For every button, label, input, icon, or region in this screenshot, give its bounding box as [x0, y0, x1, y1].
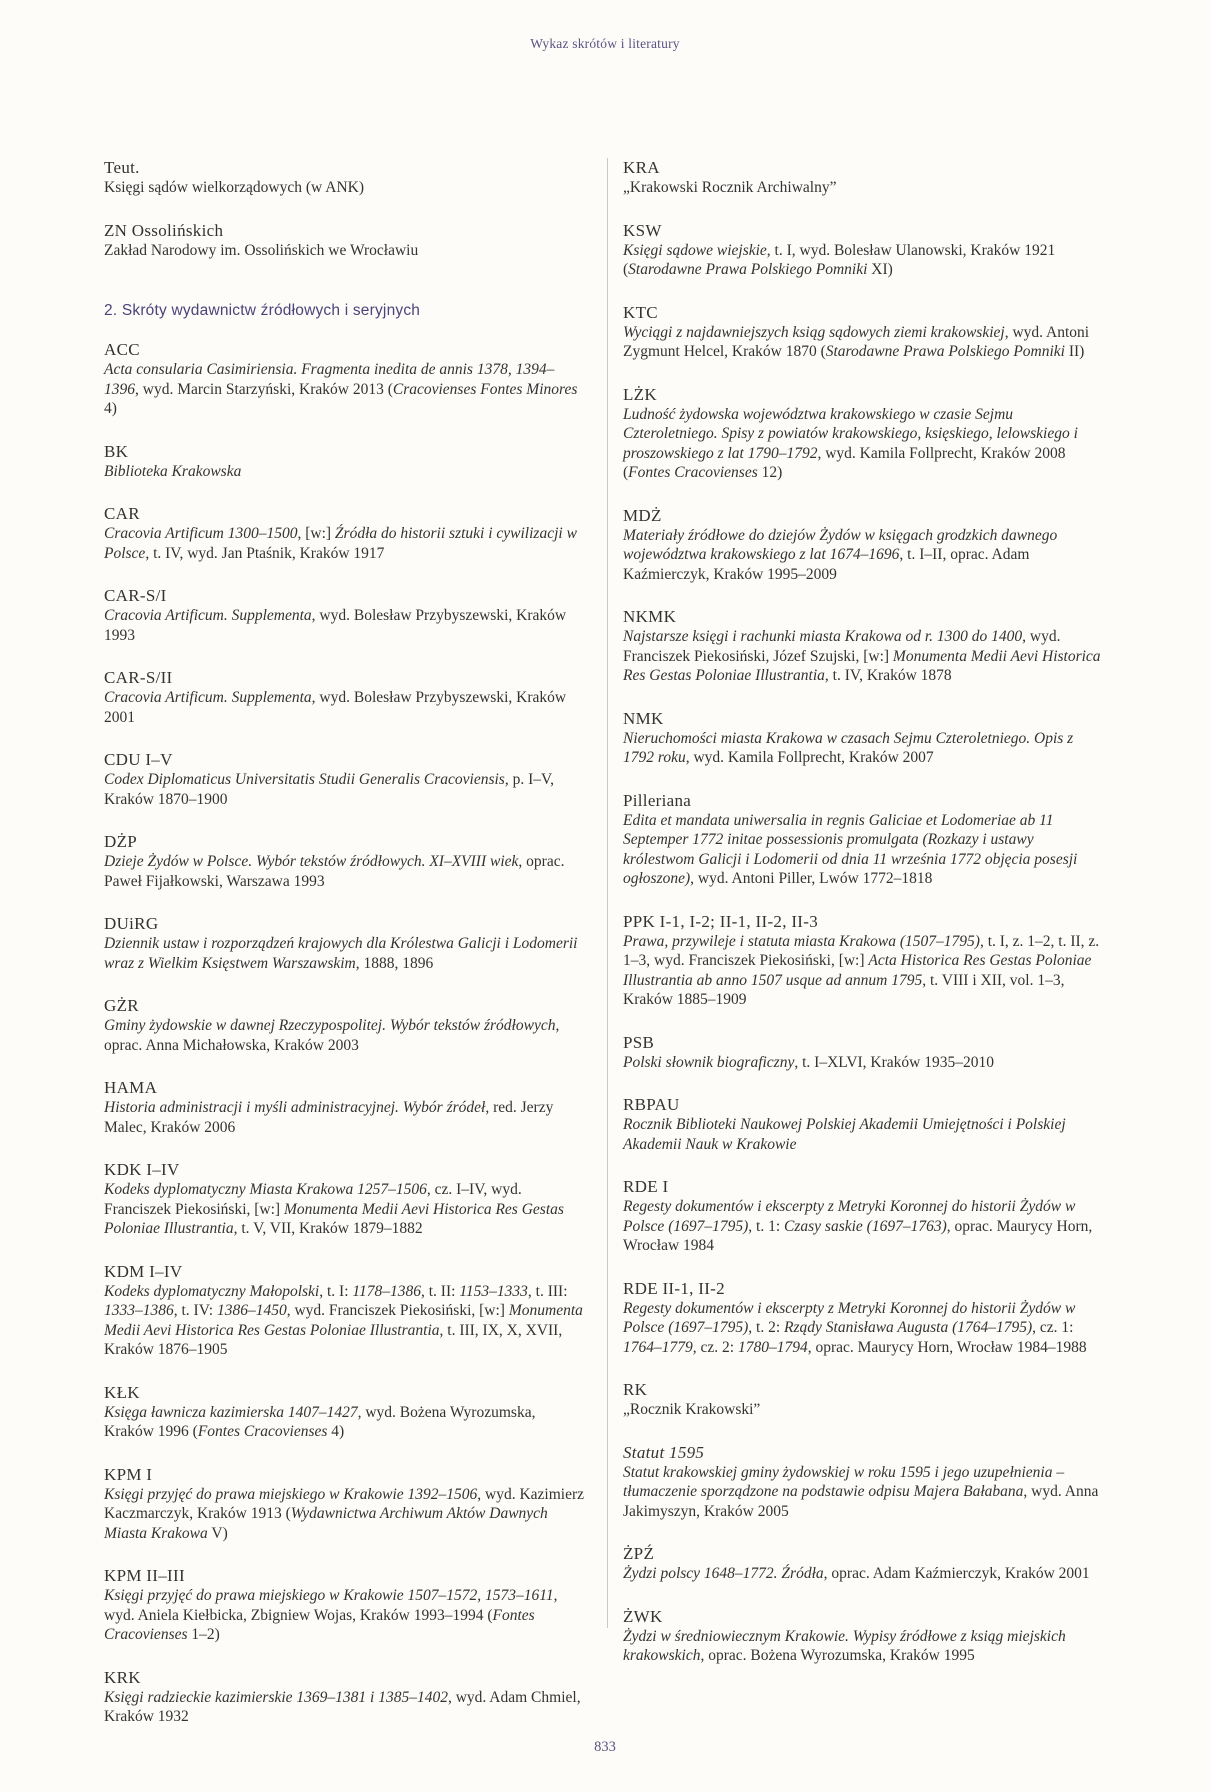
entry-description: Księgi sądów wielkorządowych (w ANK) [104, 179, 364, 196]
entry-description: Kodeks dyplomatyczny Małopolski, t. I: 1178–1386, t. II: 1153–1333, t. III: 1333–1386, t. IV: 1386–1450, wyd. Franciszek Piekosiński, [w:] Monumenta Medii Aevi Historica Res Gestas Poloniae Illustrantia, t. III, IX, X, XVII, Kraków 1876–1905 [104, 1282, 583, 1358]
entry-abbreviation: GŻR [104, 996, 139, 1015]
entry-abbreviation: NMK [623, 708, 664, 728]
bibliography-entry [104, 586, 584, 645]
right-column [623, 158, 1103, 1689]
entry-description: Cracovia Artificum. Supplementa, wyd. Bolesław Przybyszewski, Kraków 2001 [104, 689, 567, 726]
entry-abbreviation: ŻPŹ [623, 1544, 655, 1563]
entry-description: Cracovia Artificum. Supplementa, wyd. Bolesław Przybyszewski, Kraków 1993 [104, 607, 567, 644]
entry-description: Kodeks dyplomatyczny Miasta Krakowa 1257–1506, cz. I–IV, wyd. Franciszek Piekosiński, [w:] Monumenta Medii Aevi Historica Res Gestas Poloniae Illustrantia, t. V, VII, Kraków 1879–1882 [104, 1181, 564, 1237]
entry-abbreviation: KSW [623, 220, 662, 240]
entry-description: „Krakowski Rocznik Archiwalny” [623, 179, 837, 196]
entry-abbreviation: ŻWK [623, 1606, 663, 1626]
entry-description: Historia administracji i myśli administracyjnej. Wybór źródeł, red. Jerzy Malec, Kraków 2006 [104, 1099, 554, 1136]
entry-description: Codex Diplomaticus Universitatis Studii Generalis Cracoviensis, p. I–V, Kraków 1870–1900 [104, 771, 555, 808]
entry-description: Regesty dokumentów i ekscerpty z Metryki Koronnej do historii Żydów w Polsce (1697–1795), t. 2: Rządy Stanisława Augusta (1764–1795), cz. 1: 1764–1779, cz. 2: 1780–1794, oprac. Maurycy Horn, Wrocław 1984–1988 [623, 1299, 1087, 1356]
entry-abbreviation: KTC [623, 302, 658, 322]
entry-abbreviation: KRA [623, 158, 660, 177]
entry-abbreviation: KŁK [104, 1382, 140, 1402]
entry-abbreviation: MDŻ [623, 505, 662, 525]
running-header: Wykaz skrótów i literatury [530, 36, 680, 51]
bibliography-entry [623, 221, 1103, 280]
section-title: 2. Skróty wydawnictw źródłowych i seryjnych [104, 302, 421, 319]
entry-description: Księgi przyjęć do prawa miejskiego w Krakowie 1392–1506, wyd. Kazimierz Kaczmarczyk, Kraków 1913 (Wydawnictwa Archiwum Aktów Dawnych Miasta Krakowa V) [104, 1485, 585, 1542]
entry-description: Prawa, przywileje i statuta miasta Krakowa (1507–1795), t. I, z. 1–2, t. II, z. 1–3, wyd. Franciszek Piekosiński, [w:] Acta Historica Res Gestas Poloniae Illustrantia ab anno 1507 usque ad annum 1795, t. VIII i XII, vol. 1–3, Kraków 1885–1909 [623, 932, 1100, 1008]
entry-description: Księgi przyjęć do prawa miejskiego w Krakowie 1507–1572, 1573–1611, wyd. Aniela Kiełbicka, Zbigniew Wojas, Kraków 1993–1994 (Fontes Cracovienses 1–2) [104, 1587, 558, 1643]
entry-description: Najstarsze księgi i rachunki miasta Krakowa od r. 1300 do 1400, wyd. Franciszek Piekosiński, Józef Szujski, [w:] Monumenta Medii Aevi Historica Res Gestas Poloniae Illustrantia, t. IV, Kraków 1878 [623, 628, 1101, 684]
entry-description: Rocznik Biblioteki Naukowej Polskiej Akademii Umiejętności i Polskiej Akademii Nauk w Krakowie [623, 1116, 1066, 1153]
entry-abbreviation: RDE I [623, 1177, 669, 1196]
bibliography-entry [623, 709, 1103, 768]
bibliography-entry [104, 442, 584, 482]
bibliography-entry [623, 1279, 1103, 1358]
entry-abbreviation: Teut. [104, 158, 140, 177]
bibliography-entry [104, 832, 584, 891]
bibliography-entry [623, 506, 1103, 585]
left-entry-list [104, 340, 584, 1727]
entry-abbreviation: KRK [104, 1667, 141, 1687]
entry-description: „Rocznik Krakowski” [623, 1401, 761, 1418]
entry-description: Biblioteka Krakowska [104, 462, 242, 480]
entry-abbreviation: KPM I [104, 1464, 153, 1484]
bibliography-entry [104, 504, 584, 563]
entry-abbreviation: DUiRG [104, 914, 159, 933]
entry-description: Wyciągi z najdawniejszych ksiąg sądowych ziemi krakowskiej, wyd. Antoni Zygmunt Helcel, Kraków 1870 (Starodawne Prawa Polskiego Pomniki II) [623, 323, 1090, 360]
bibliography-entry [623, 1443, 1103, 1522]
bibliography-entry [623, 791, 1103, 889]
entry-abbreviation: Pilleriana [623, 790, 692, 810]
bibliography-entry [623, 385, 1103, 483]
entry-abbreviation: CAR-S/II [104, 668, 173, 687]
left-column [104, 158, 584, 1750]
bibliography-entry [623, 303, 1103, 362]
entry-description: Polski słownik biograficzny, t. I–XLVI, Kraków 1935–2010 [623, 1053, 994, 1071]
entry-abbreviation: KDM I–IV [104, 1261, 183, 1281]
bibliography-entry [104, 1668, 584, 1727]
entry-description: Żydzi polscy 1648–1772. Źródła, oprac. Adam Kaźmierczyk, Kraków 2001 [623, 1565, 1090, 1582]
entry-abbreviation: KDK I–IV [104, 1160, 180, 1179]
entry-abbreviation: ZN Ossolińskich [104, 220, 224, 240]
entry-abbreviation: HAMA [104, 1078, 158, 1097]
entry-description: Acta consularia Casimiriensia. Fragmenta inedita de annis 1378, 1394–1396, wyd. Marcin Starzyński, Kraków 2013 (Cracovienses Fontes Minores 4) [104, 361, 578, 417]
entry-abbreviation: CAR-S/I [104, 586, 167, 605]
entry-description: Statut krakowskiej gminy żydowskiej w roku 1595 i jego uzupełnienia – tłumaczenie sporządzone na podstawie odpisu Majera Bałabana, wyd. Anna Jakimyszyn, Kraków 2005 [623, 1463, 1099, 1520]
bibliography-entry [104, 1160, 584, 1239]
entry-abbreviation: KPM II–III [104, 1566, 185, 1585]
bibliography-entry [623, 607, 1103, 686]
entry-description: Regesty dokumentów i ekscerpty z Metryki Koronnej do historii Żydów w Polsce (1697–1795), t. 1: Czasy saskie (1697–1763), oprac. Maurycy Horn, Wrocław 1984 [623, 1198, 1093, 1254]
bibliography-entry [104, 340, 584, 419]
bibliography-entry [104, 1465, 584, 1544]
entry-abbreviation: BK [104, 441, 129, 461]
entry-abbreviation: RBPAU [623, 1095, 680, 1114]
entry-abbreviation: NKMK [623, 607, 677, 626]
bibliography-entry [623, 1380, 1103, 1420]
bibliography-entry [623, 1095, 1103, 1154]
bibliography-entry [623, 1607, 1103, 1666]
bibliography-entry [104, 221, 584, 261]
bibliography-entry [623, 1033, 1103, 1073]
entry-description: Księgi sądowe wiejskie, t. I, wyd. Bolesław Ulanowski, Kraków 1921 (Starodawne Prawa Polskiego Pomniki XI) [623, 241, 1056, 278]
entry-abbreviation: PSB [623, 1032, 655, 1052]
entry-description: Materiały źródłowe do dziejów Żydów w księgach grodzkich dawnego województwa krakowskiego z lat 1674–1696, t. I–II, oprac. Adam Kaźmierczyk, Kraków 1995–2009 [623, 526, 1058, 583]
bibliography-entry [104, 914, 584, 973]
bibliography-entry [104, 1383, 584, 1442]
entry-description: Ludność żydowska województwa krakowskiego w czasie Sejmu Czteroletniego. Spisy z powiatów krakowskiego, księskiego, lelowskiego i proszowskiego z lat 1790–1792, wyd. Kamila Follprecht, Kraków 2008 (Fontes Cracovienses 12) [623, 405, 1078, 481]
right-entry-list [623, 158, 1103, 1666]
bibliography-entry [104, 158, 584, 198]
entry-description: Żydzi w średniowiecznym Krakowie. Wypisy źródłowe z ksiąg miejskich krakowskich, oprac. Bożena Wyrozumska, Kraków 1995 [623, 1627, 1066, 1664]
entry-description: Dzieje Żydów w Polsce. Wybór tekstów źródłowych. XI–XVIII wiek, oprac. Paweł Fijałkowski, Warszawa 1993 [104, 853, 565, 890]
entry-description: Cracovia Artificum 1300–1500, [w:] Źródła do historii sztuki i cywilizacji w Polsce, t. IV, wyd. Jan Ptaśnik, Kraków 1917 [104, 525, 577, 562]
entry-description: Gminy żydowskie w dawnej Rzeczypospolitej. Wybór tekstów źródłowych, oprac. Anna Michałowska, Kraków 2003 [104, 1017, 560, 1054]
entry-abbreviation: Statut 1595 [623, 1442, 705, 1462]
entry-abbreviation: DŻP [104, 832, 138, 851]
entry-description: Dziennik ustaw i rozporządzeń krajowych dla Królestwa Galicji i Lodomerii wraz z Wielkim Księstwem Warszawskim, 1888, 1896 [104, 935, 578, 972]
entry-description: Nieruchomości miasta Krakowa w czasach Sejmu Czteroletniego. Opis z 1792 roku, wyd. Kamila Follprecht, Kraków 2007 [623, 729, 1074, 766]
bibliography-entry [104, 750, 584, 809]
entry-abbreviation: CDU I–V [104, 750, 173, 769]
bibliography-entry [104, 668, 584, 727]
entry-description: Księgi radzieckie kazimierskie 1369–1381 i 1385–1402, wyd. Adam Chmiel, Kraków 1932 [104, 1688, 581, 1725]
entry-description: Edita et mandata uniwersalia in regnis Galiciae et Lodomeriae ab 11 Septemper 1772 initae possessionis promulgata (Rozkazy i ustawy królestwom Galicji i Lodomerii od dnia 11 września 1772 objęcia posesji ogłoszone), wyd. Antoni Piller, Lwów 1772–1818 [623, 811, 1078, 887]
bibliography-entry [623, 1544, 1103, 1584]
bibliography-entry [623, 158, 1103, 198]
bibliography-entry [623, 1177, 1103, 1256]
bibliography-entry [104, 1262, 584, 1360]
column-divider [607, 158, 608, 1628]
entry-description: Zakład Narodowy im. Ossolińskich we Wrocławiu [104, 241, 419, 259]
entry-abbreviation: ACC [104, 340, 140, 359]
left-top-entries [104, 158, 584, 260]
bibliography-entry [623, 912, 1103, 1010]
entry-abbreviation: RK [623, 1380, 648, 1399]
entry-abbreviation: RDE II-1, II-2 [623, 1278, 725, 1298]
bibliography-entry [104, 996, 584, 1055]
bibliography-entry [104, 1566, 584, 1645]
page-number: 833 [594, 1739, 616, 1755]
entry-abbreviation: CAR [104, 504, 140, 523]
entry-abbreviation: PPK I-1, I-2; II-1, II-2, II-3 [623, 911, 819, 931]
bibliography-entry [104, 1078, 584, 1137]
entry-description: Księga ławnicza kazimierska 1407–1427, wyd. Bożena Wyrozumska, Kraków 1996 (Fontes Cracovienses 4) [104, 1403, 536, 1440]
entry-abbreviation: LŻK [623, 384, 657, 404]
